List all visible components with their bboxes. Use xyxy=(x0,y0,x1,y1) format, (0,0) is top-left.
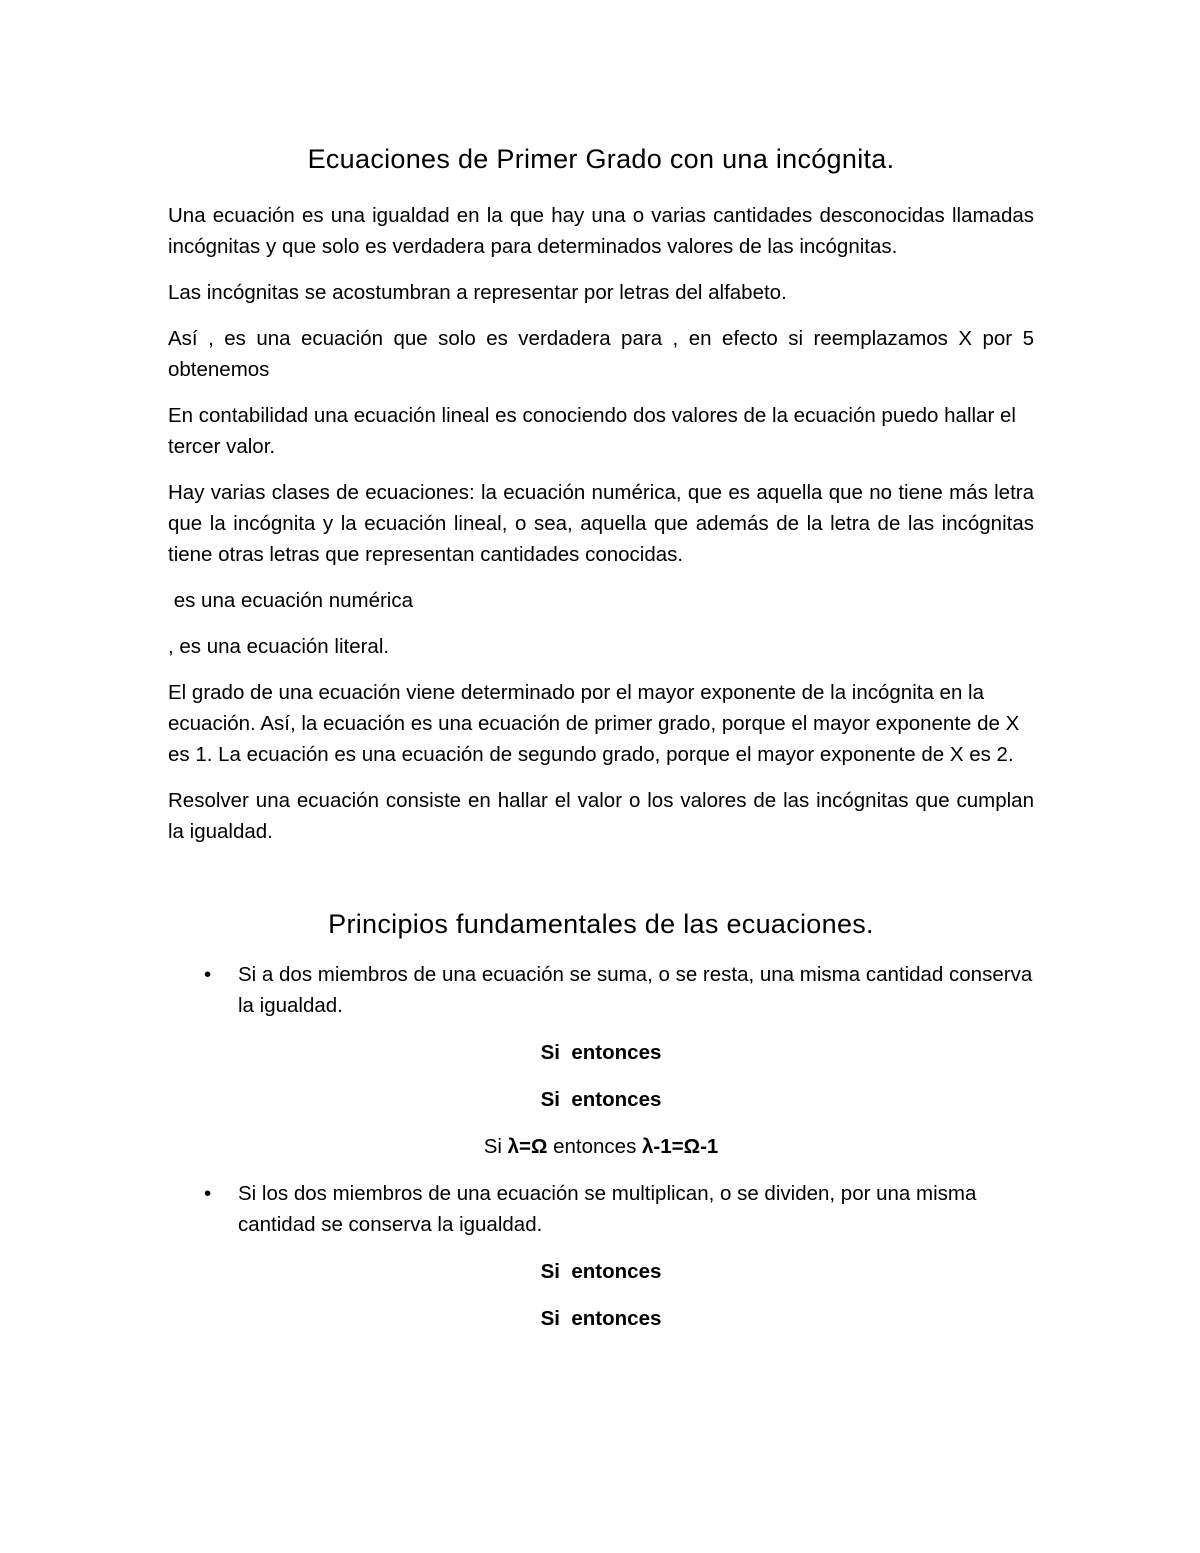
paragraph-classes: Hay varias clases de ecuaciones: la ecuación numérica, que es aquella que no tiene más letra que la incógnita y la ecuación lineal, o sea, aquella que además de la letra de las incógnitas tiene otras letras que representan cantidades conocidas. xyxy=(168,481,1034,566)
formula-entonces: entonces xyxy=(547,1135,643,1158)
formula-lambda-minus: λ-1=Ω-1 xyxy=(642,1135,719,1158)
bullet-icon: • xyxy=(204,963,212,986)
paragraph-definition: Una ecuación es una igualdad en la que hay una o varias cantidades desconocidas llamadas incógnitas y que solo es verdadera para determinados valores de las incógnitas. xyxy=(168,204,1034,258)
page-title: Ecuaciones de Primer Grado con una incógnita. xyxy=(307,144,895,174)
formula-line: Si entonces xyxy=(540,1307,662,1330)
bullet-icon: • xyxy=(204,1182,212,1205)
list-item-text: Si a dos miembros de una ecuación se suma, o se resta, una misma cantidad conserva la igualdad. xyxy=(238,963,1033,1017)
list-item-multiplication xyxy=(168,1178,1034,1240)
paragraph-degree: El grado de una ecuación viene determinado por el mayor exponente de la incógnita en la ecuación. Así, la ecuación es una ecuación de primer grado, porque el mayor exponente de X es 1. La ecuación es una ecuación de segundo grado, porque el mayor exponente de X es 2. xyxy=(168,681,1020,766)
formula-si: Si xyxy=(483,1135,508,1158)
paragraph-numeric: es una ecuación numérica xyxy=(168,589,414,612)
formula-line: Si entonces xyxy=(540,1088,662,1111)
document-page xyxy=(168,140,1034,1350)
paragraph-accounting: En contabilidad una ecuación lineal es conociendo dos valores de la ecuación puedo hallar el tercer valor. xyxy=(168,404,1016,458)
paragraph-letters: Las incógnitas se acostumbran a representar por letras del alfabeto. xyxy=(168,281,787,304)
section-title-principles: Principios fundamentales de las ecuaciones. xyxy=(328,909,874,939)
formula-lambda-omega: λ=Ω xyxy=(507,1135,548,1158)
formula-line: Si entonces xyxy=(540,1260,662,1283)
paragraph-solve: Resolver una ecuación consiste en hallar el valor o los valores de las incógnitas que cumplan la igualdad. xyxy=(168,789,1034,843)
paragraph-example: Así , es una ecuación que solo es verdadera para , en efecto si reemplazamos X por 5 obtenemos xyxy=(168,327,1034,381)
paragraph-literal: , es una ecuación literal. xyxy=(168,635,390,658)
formula-line-lambda xyxy=(168,1131,1034,1162)
list-item-addition xyxy=(168,959,1034,1021)
list-item-text: Si los dos miembros de una ecuación se multiplican, o se dividen, por una misma cantidad se conserva la igualdad. xyxy=(238,1182,977,1236)
formula-line: Si entonces xyxy=(540,1041,662,1064)
